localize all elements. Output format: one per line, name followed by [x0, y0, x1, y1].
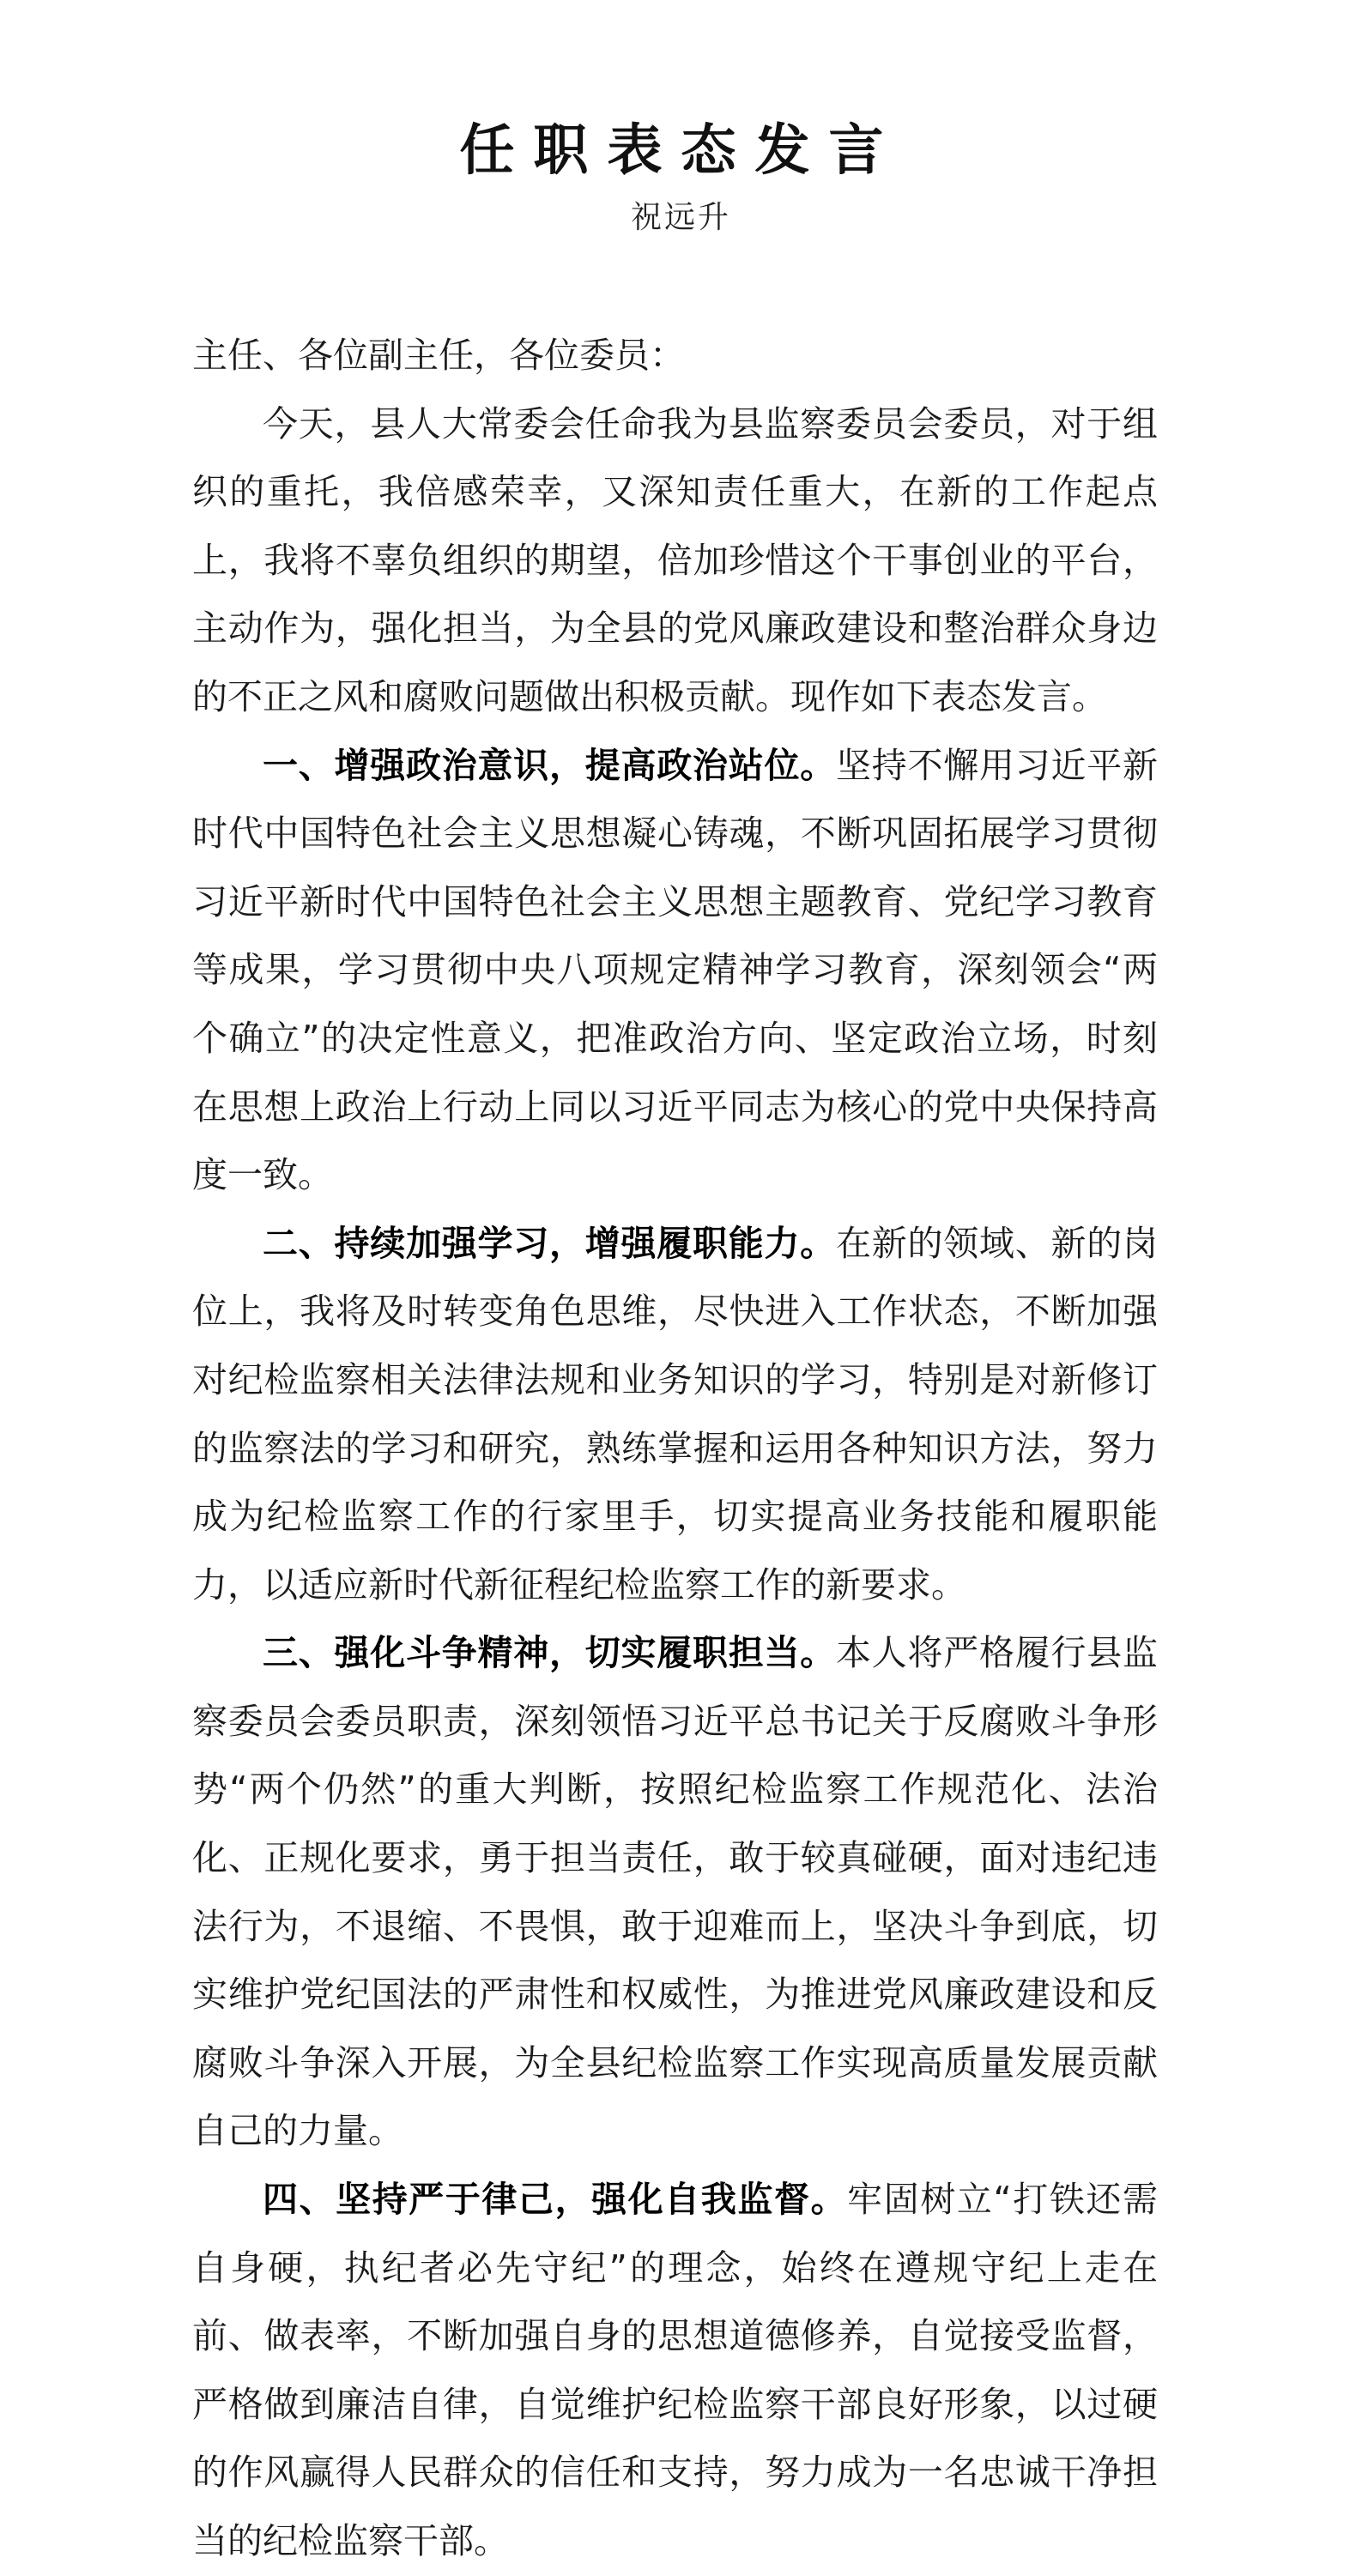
section-heading: 二、持续加强学习，增强履职能力。	[263, 1222, 836, 1264]
paragraph-section-3	[192, 1619, 1158, 2166]
paragraph-text: 坚持不懈用习近平新时代中国特色社会主义思想凝心铸魂，不断巩固拓展学习贯彻习近平新时代中国特色社会主义思想主题教育、党纪学习教育等成果，学习贯彻中央八项规定精神学习教育，深刻领会“两个确立”的决定性意义，把准政治方向、坚定政治立场，时刻在思想上政治上行动上同以习近平同志为核心的党中央保持高度一致。	[192, 744, 1158, 1196]
salutation: 主任、各位副主任，各位委员：	[192, 335, 685, 376]
paragraph-text: 今天，县人大常委会任命我为县监察委员会委员，对于组织的重托，我倍感荣幸，又深知责任重大，在新的工作起点上，我将不辜负组织的期望，倍加珍惜这个干事创业的平台，主动作为，强化担当，为全县的党风廉政建设和整治群众身边的不正之风和腐败问题做出积极贡献。现作如下表态发言。	[192, 402, 1158, 717]
page-title: 任职表态发言	[459, 118, 903, 183]
paragraph-section-2	[192, 1210, 1158, 1620]
paragraph-section-1	[192, 732, 1158, 1210]
paragraph-text: 在新的领域、新的岗位上，我将及时转变角色思维，尽快进入工作状态，不断加强对纪检监察相关法律法规和业务知识的学习，特别是对新修订的监察法的学习和研究，熟练掌握和运用各种知识方法，努力成为纪检监察工作的行家里手，切实提高业务技能和履职能力，以适应新时代新征程纪检监察工作的新要求。	[192, 1222, 1158, 1605]
author-name: 祝远升	[630, 200, 731, 235]
section-heading: 一、增强政治意识，提高政治站位。	[263, 744, 836, 786]
paragraph-text: 牢固树立“打铁还需自身硬，执纪者必先守纪”的理念，始终在遵规守纪上走在前、做表率，不断加强自身的思想道德修养，自觉接受监督，严格做到廉洁自律，自觉维护纪检监察干部良好形象，以过硬的作风赢得人民群众的信任和支持，努力成为一名忠诚干净担当的纪检监察干部。	[192, 2179, 1158, 2561]
paragraph-text: 本人将严格履行县监察委员会委员职责，深刻领悟习近平总书记关于反腐败斗争形势“两个仍然”的重大判断，按照纪检监察工作规范化、法治化、正规化要求，勇于担当责任，敢于较真碰硬，面对违纪违法行为，不退缩、不畏惧，敢于迎难而上，坚决斗争到底，切实维护党纪国法的严肃性和权威性，为推进党风廉政建设和反腐败斗争深入开展，为全县纪检监察工作实现高质量发展贡献自己的力量。	[192, 1632, 1158, 2152]
section-heading: 四、坚持严于律己，强化自我监督。	[263, 2179, 848, 2221]
section-heading: 三、强化斗争精神，切实履职担当。	[263, 1632, 836, 1674]
paragraph-section-4	[192, 2166, 1158, 2576]
document-body	[192, 322, 1158, 2576]
paragraph-intro	[192, 390, 1158, 732]
